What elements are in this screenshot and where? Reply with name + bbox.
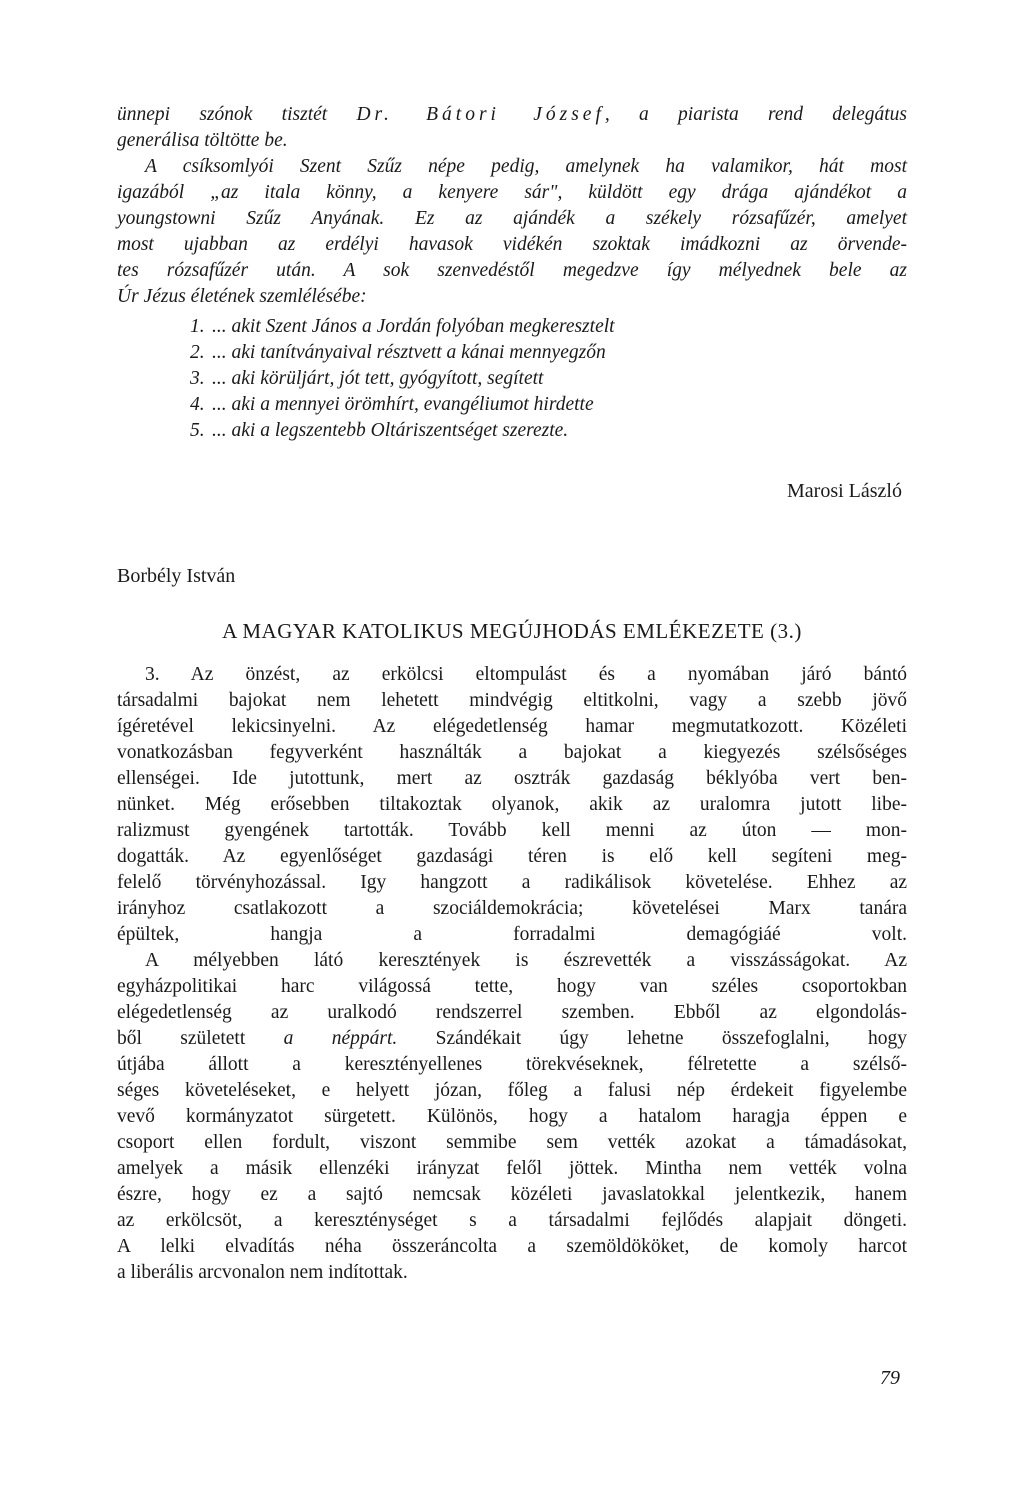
text-line: észre, hogy ez a sajtó nemcsak közéleti javaslatokkal jelentkezik, hanem [117, 1184, 907, 1205]
text-line: tes rózsafűzér után. A sok szenvedéstől megedzve így mélyednek bele az [117, 260, 907, 281]
text-line: egyházpolitikai harc világossá tette, hogy van széles csoportokban [117, 976, 907, 997]
text-line: felelő törvényhozással. Igy hangzott a radikálisok követelése. Ehhez az [117, 872, 907, 893]
list-item: 4. ... aki a mennyei örömhírt, evangéliumot hirdette [190, 394, 594, 415]
text-line: amelyek a másik ellenzéki irányzat felől jöttek. Mintha nem vették volna [117, 1158, 907, 1179]
list-item: 3. ... aki körüljárt, jót tett, gyógyított, segített [190, 368, 544, 389]
text-line: irányhoz csatlakozott a szociáldemokrácia; követelései Marx tanára [117, 898, 907, 919]
text-line: ből született a néppárt. Szándékait úgy lehetne összefoglalni, hogy [117, 1028, 907, 1049]
text-line: ralizmust gyengének tartották. Tovább kell menni az úton — mon- [117, 820, 907, 841]
text-line: épültek, hangja a forradalmi demagógiáé volt. [117, 924, 907, 945]
text-line: A mélyebben látó keresztények is észrevették a visszásságokat. Az [145, 950, 907, 971]
text-line: dogatták. Az egyenlőséget gazdasági téren is elő kell segíteni meg- [117, 846, 907, 867]
text-line: igazából „az itala könny, a kenyere sár", küldött egy drága ajándékot a [117, 182, 907, 203]
text-line: csoport ellen fordult, viszont semmibe sem vették azokat a támadásokat, [117, 1132, 907, 1153]
text-line: A csíksomlyói Szent Szűz népe pedig, amelynek ha valamikor, hát most [145, 156, 907, 177]
text-line: 3. Az önzést, az erkölcsi eltompulást és a nyomában járó bántó [145, 664, 907, 685]
page-number: 79 [880, 1367, 900, 1389]
text-line: most ujabban az erdélyi havasok vidékén szoktak imádkozni az örvende- [117, 234, 907, 255]
text-line: a liberális arcvonalon nem indítottak. [117, 1262, 408, 1283]
text-line: ígéretével lekicsinyelni. Az elégedetlenség hamar megmutatkozott. Közéleti [117, 716, 907, 737]
text-line: séges követeléseket, e helyett józan, főleg a falusi nép érdekeit figyelembe [117, 1080, 907, 1101]
text-line: youngstowni Szűz Anyának. Ez az ajándék a székely rózsafűzér, amelyet [117, 208, 907, 229]
text-line: vonatkozásban fegyverként használták a bajokat a kiegyezés szélsőséges [117, 742, 907, 763]
text-line: az erkölcsöt, a kereszténységet s a társadalmi fejlődés alapjait döngeti. [117, 1210, 907, 1231]
text-line: Úr Jézus életének szemlélésébe: [117, 286, 367, 307]
article-title: A MAGYAR KATOLIKUS MEGÚJHODÁS EMLÉKEZETE (3.) [222, 619, 802, 643]
text-line: ünnepi szónok tisztét Dr. Bátori József, a piarista rend delegátus [117, 104, 907, 125]
text-line: nünket. Még erősebben tiltakoztak olyanok, akik az uralomra jutott libe- [117, 794, 907, 815]
text-line: A lelki elvadítás néha összeráncolta a szemöldököket, de komoly harcot [117, 1236, 907, 1257]
text-line: generálisa töltötte be. [117, 130, 288, 151]
text-line: ellenségei. Ide jutottunk, mert az osztrák gazdaság béklyóba vert ben- [117, 768, 907, 789]
text-line: elégedetlenség az uralkodó rendszerrel szemben. Ebből az elgondolás- [117, 1002, 907, 1023]
list-item: 1. ... akit Szent János a Jordán folyóban megkeresztelt [190, 316, 615, 337]
list-item: 5. ... aki a legszentebb Oltáriszentséget szerezte. [190, 420, 569, 441]
article-author: Borbély István [117, 565, 236, 587]
text-line: útjába állott a keresztényellenes törekvéseknek, félretette a szélső- [117, 1054, 907, 1075]
signature: Marosi László [787, 480, 902, 502]
text-line: társadalmi bajokat nem lehetett mindvégig eltitkolni, vagy a szebb jövő [117, 690, 907, 711]
list-item: 2. ... aki tanítványaival résztvett a kánai mennyegzőn [190, 342, 606, 363]
text-line: vevő kormányzatot sürgetett. Különös, hogy a hatalom haragja éppen e [117, 1106, 907, 1127]
